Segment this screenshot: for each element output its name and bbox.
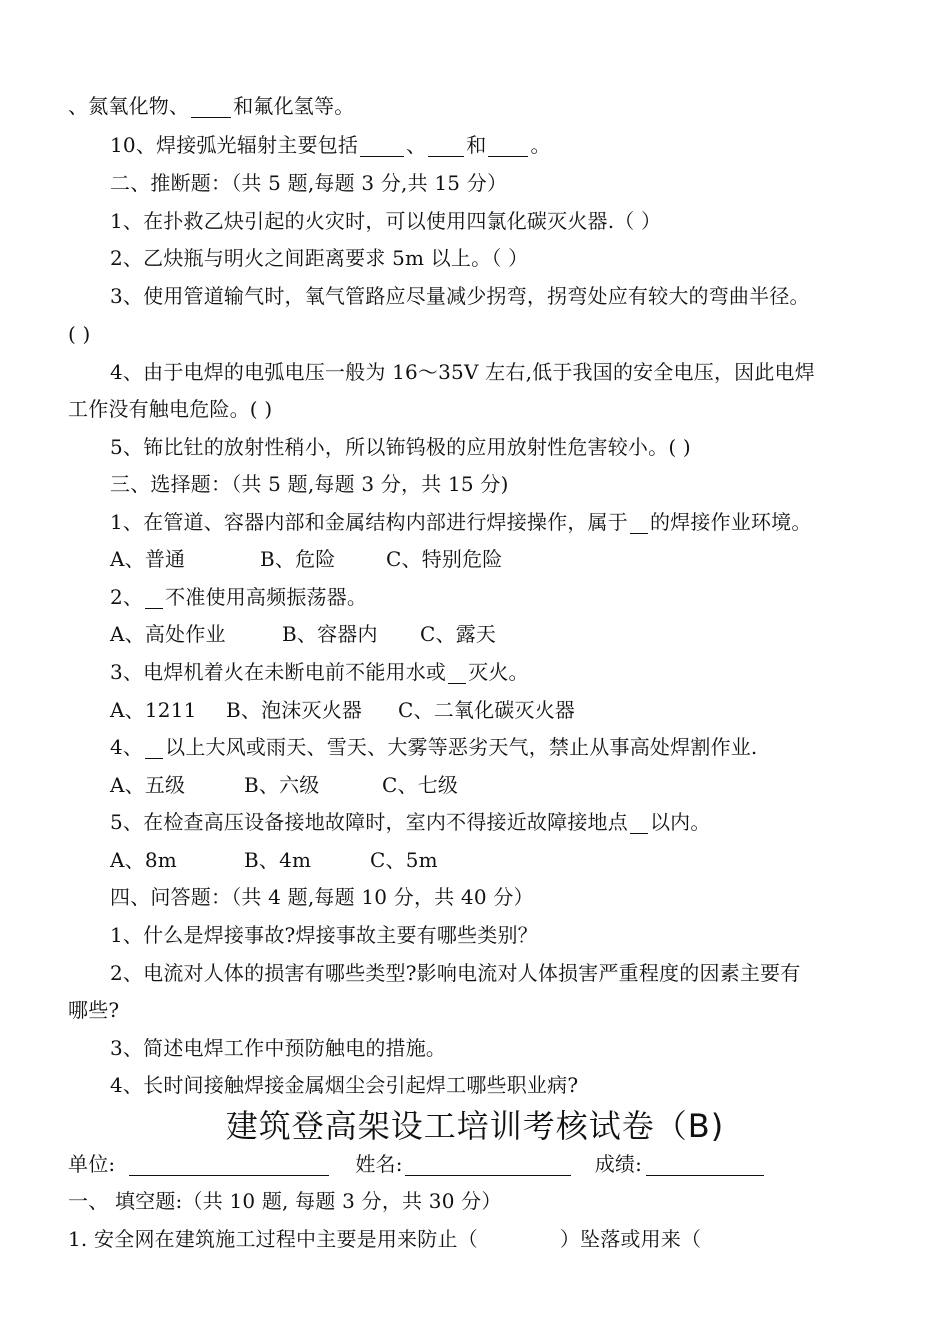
answer-blank[interactable] bbox=[191, 97, 231, 118]
choice-q3: 3、电焊机着火在未断电前不能用水或 灭火。 bbox=[110, 660, 529, 684]
name-label: 姓名: bbox=[355, 1152, 403, 1176]
option-a[interactable]: A、五级 bbox=[110, 773, 186, 797]
choice-q3-options bbox=[110, 698, 575, 722]
judgment-q4-continued: 工作没有触电危险。( ) bbox=[68, 397, 273, 421]
section-heading-choice: 三、选择题：（共 5 题,每题 3 分，共 15 分) bbox=[110, 472, 509, 496]
choice-q1: 1、在管道、容器内部和金属结构内部进行焊接操作，属于 的焊接作业环境。 bbox=[110, 510, 812, 534]
option-c[interactable]: C、5m bbox=[370, 848, 438, 872]
answer-blank[interactable] bbox=[488, 136, 528, 157]
judgment-q3-paren: ( ) bbox=[68, 322, 91, 346]
judgment-q2: 2、乙炔瓶与明火之间距离要求 5m 以上。（ ） bbox=[110, 246, 529, 270]
answer-blank[interactable] bbox=[448, 663, 466, 684]
choice-q4-options bbox=[110, 773, 458, 797]
judgment-q5: 5、钸比钍的放射性稍小，所以钸钨极的应用放射性危害较小。( ) bbox=[110, 435, 691, 459]
score-field[interactable] bbox=[646, 1155, 764, 1176]
option-b[interactable]: B、六级 bbox=[244, 773, 320, 797]
score-label: 成绩: bbox=[594, 1152, 643, 1176]
section-heading-qa: 四、问答题：（共 4 题,每题 10 分，共 40 分） bbox=[110, 885, 534, 909]
answer-blank[interactable] bbox=[145, 588, 163, 609]
judgment-q4: 4、由于电焊的电弧电压一般为 16～35V 左右,低于我国的安全电压，因此电焊 bbox=[110, 360, 815, 384]
option-c[interactable]: C、二氧化碳灭火器 bbox=[398, 698, 576, 722]
choice-q2-options bbox=[110, 622, 496, 646]
option-c[interactable]: C、露天 bbox=[420, 622, 497, 646]
option-b[interactable]: B、危险 bbox=[260, 547, 336, 571]
option-b[interactable]: B、容器内 bbox=[282, 622, 378, 646]
qa-q4: 4、长时间接触焊接金属烟尘会引起焊工哪些职业病? bbox=[110, 1073, 579, 1097]
choice-q1-options bbox=[110, 547, 503, 571]
name-field[interactable] bbox=[405, 1155, 571, 1176]
option-c[interactable]: C、七级 bbox=[382, 773, 459, 797]
choice-q2: 2、 不准使用高频振荡器。 bbox=[110, 585, 368, 609]
exam-b-title: 建筑登高架设工培训考核试卷（B) bbox=[225, 1107, 725, 1145]
exam-b-info-row bbox=[68, 1152, 766, 1176]
answer-blank[interactable] bbox=[428, 136, 464, 157]
unit-label: 单位: bbox=[68, 1152, 116, 1176]
option-a[interactable]: A、普通 bbox=[110, 547, 186, 571]
answer-blank[interactable] bbox=[145, 738, 163, 759]
choice-q5-options bbox=[110, 848, 438, 872]
answer-blank[interactable] bbox=[630, 513, 648, 534]
option-a[interactable]: A、高处作业 bbox=[110, 622, 226, 646]
section-heading-judgment: 二、推断题：（共 5 题,每题 3 分,共 15 分） bbox=[110, 171, 508, 195]
option-a[interactable]: A、1211 bbox=[110, 698, 197, 722]
qa-q2-continued: 哪些? bbox=[68, 998, 120, 1022]
choice-q4: 4、 以上大风或雨天、雪天、大雾等恶劣天气，禁止从事高处焊割作业. bbox=[110, 735, 758, 759]
option-c[interactable]: C、特别危险 bbox=[386, 547, 503, 571]
option-b[interactable]: B、4m bbox=[244, 848, 312, 872]
unit-field[interactable] bbox=[129, 1155, 329, 1176]
exam-b-q1: 1. 安全网在建筑施工过程中主要是用来防止（ ）坠落或用来（ bbox=[68, 1227, 702, 1251]
judgment-q1: 1、在扑救乙炔引起的火灾时，可以使用四氯化碳灭火器.（ ） bbox=[110, 209, 662, 233]
option-b[interactable]: B、泡沫灭火器 bbox=[226, 698, 363, 722]
exam-b-section-fill-blank: 一、 填空题:（共 10 题, 每题 3 分，共 30 分） bbox=[68, 1189, 502, 1213]
judgment-q3: 3、使用管道输气时，氧气管路应尽量减少拐弯，拐弯处应有较大的弯曲半径。 bbox=[110, 284, 810, 308]
fill-blank-q9-continued: 、氮氧化物、 和氟化氢等。 bbox=[68, 94, 355, 118]
choice-q5: 5、在检查高压设备接地故障时，室内不得接近故障接地点 以内。 bbox=[110, 810, 711, 834]
qa-q2: 2、电流对人体的损害有哪些类型?影响电流对人体损害严重程度的因素主要有 bbox=[110, 961, 801, 985]
fill-blank-q10: 10、焊接弧光辐射主要包括 、 和 。 bbox=[110, 133, 551, 157]
qa-q3: 3、简述电焊工作中预防触电的措施。 bbox=[110, 1036, 447, 1060]
qa-q1: 1、什么是焊接事故?焊接事故主要有哪些类别？ bbox=[110, 923, 538, 947]
option-a[interactable]: A、8m bbox=[110, 848, 177, 872]
answer-blank[interactable] bbox=[630, 813, 648, 834]
answer-blank[interactable] bbox=[360, 136, 404, 157]
